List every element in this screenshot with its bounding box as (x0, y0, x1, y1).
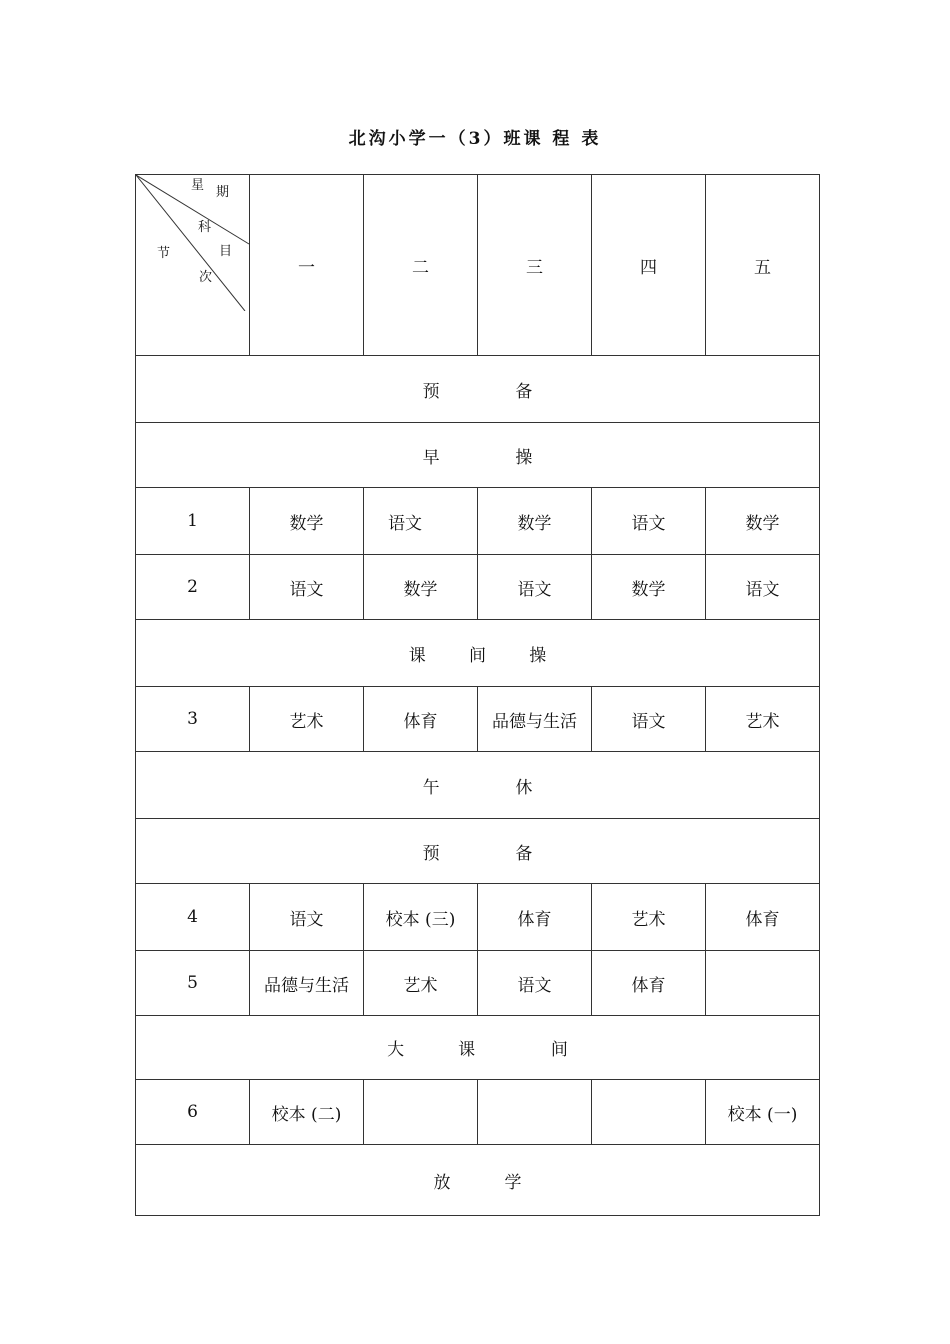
break-label: 预 备 (136, 356, 820, 423)
class-cell: 体育 (364, 687, 478, 752)
class-cell: 数学 (364, 555, 478, 620)
class-cell: 语文 (478, 951, 592, 1016)
table-row (136, 423, 820, 488)
class-cell: 数学 (250, 488, 364, 555)
class-cell: 体育 (592, 951, 706, 1016)
break-label: 早 操 (136, 423, 820, 488)
header-row (136, 175, 820, 356)
class-cell: 语文 (250, 884, 364, 951)
class-cell: 语文 (478, 555, 592, 620)
class-cell: 校本 (三) (364, 884, 478, 951)
class-cell: 品德与生活 (250, 951, 364, 1016)
corner-label-order: 次 (199, 270, 213, 285)
class-cell (592, 1080, 706, 1145)
corner-label-star: 星 (191, 178, 205, 193)
diagonal-lines (136, 175, 250, 311)
corner-cell (136, 175, 250, 356)
corner-label-section: 节 (157, 246, 171, 261)
class-cell: 体育 (706, 884, 820, 951)
break-label: 午 休 (136, 752, 820, 819)
day-header: 四 (592, 175, 706, 356)
period-number: 5 (136, 951, 250, 1016)
class-cell: 体育 (478, 884, 592, 951)
class-cell: 校本 (二) (250, 1080, 364, 1145)
period-number: 6 (136, 1080, 250, 1145)
class-cell: 艺术 (364, 951, 478, 1016)
page-title: 北沟小学一（3）班课 程 表 (348, 129, 602, 149)
day-header: 三 (478, 175, 592, 356)
class-cell: 数学 (478, 488, 592, 555)
day-header: 二 (364, 175, 478, 356)
class-cell: 艺术 (250, 687, 364, 752)
period-number: 4 (136, 884, 250, 951)
corner-label-subject: 科 (198, 220, 212, 235)
class-cell: 语文 (592, 687, 706, 752)
table-row (136, 819, 820, 884)
class-cell (706, 951, 820, 1016)
table-row (136, 555, 820, 620)
class-cell (364, 1080, 478, 1145)
table-row (136, 1145, 820, 1216)
table-row (136, 687, 820, 752)
day-header: 五 (706, 175, 820, 356)
table-row (136, 620, 820, 687)
class-cell: 校本 (一) (706, 1080, 820, 1145)
break-label: 预 备 (136, 819, 820, 884)
break-label: 课 间 操 (136, 620, 820, 687)
corner-label-week: 期 (216, 185, 230, 200)
schedule-table (135, 174, 820, 1216)
table-row (136, 356, 820, 423)
table-row (136, 951, 820, 1016)
class-cell: 语文 (592, 488, 706, 555)
table-row (136, 884, 820, 951)
corner-label-item: 目 (219, 244, 233, 259)
table-row (136, 752, 820, 819)
table-row (136, 1080, 820, 1145)
table-row (136, 488, 820, 555)
break-label: 放 学 (136, 1145, 820, 1216)
class-cell: 艺术 (592, 884, 706, 951)
table-row (136, 1016, 820, 1080)
class-cell (478, 1080, 592, 1145)
class-cell: 品德与生活 (478, 687, 592, 752)
period-number: 3 (136, 687, 250, 752)
period-number: 2 (136, 555, 250, 620)
class-cell: 语文 (250, 555, 364, 620)
day-header: 一 (250, 175, 364, 356)
period-number: 1 (136, 488, 250, 555)
class-cell: 艺术 (706, 687, 820, 752)
class-cell: 数学 (592, 555, 706, 620)
break-label: 大 课 间 (136, 1016, 820, 1080)
class-cell: 数学 (706, 488, 820, 555)
class-cell: 语文 (364, 488, 478, 555)
class-cell: 语文 (706, 555, 820, 620)
